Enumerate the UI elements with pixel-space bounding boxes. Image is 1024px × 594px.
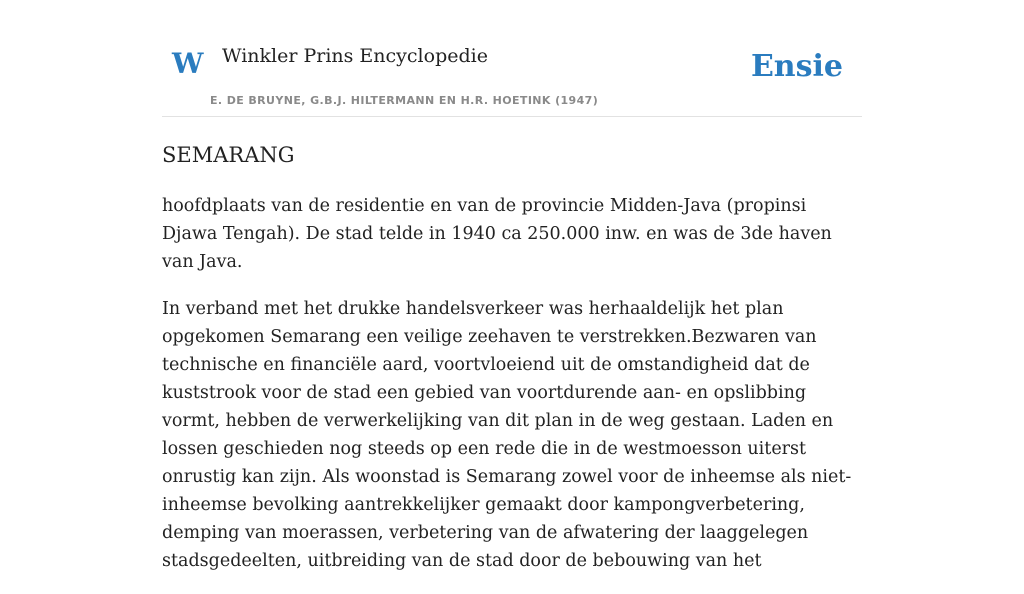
article-paragraph: hoofdplaats van de residentie en van de provincie Midden-Java (propinsi Djawa Tengah). De stad telde in 1940 ca 250.000 inw. en was de 3de haven van Java. <box>162 196 832 272</box>
ensie-logo[interactable]: Ensie <box>750 49 843 84</box>
article-paragraph: In verband met het drukke handelsverkeer was herhaaldelijk het plan opgekomen Semarang een veilige zeehaven te verstrekken.Bezwaren van technische en financiële aard, voortvloeiend uit de omstandigheid dat de kuststrook voor de stad een gebied van voortdurende aan- en opslibbing vormt, hebben de verwerkelijking van dit plan in de weg gestaan. Laden en lossen geschieden nog steeds op een rede die in de westmoesson uiterst onrustig kan zijn. Als woonstad is Semarang zowel voor de inheemse als niet-inheemse bevolking aantrekkelijker gemaakt door kampongverbetering, demping van moerassen, verbetering van de afwatering der laaggelegen stadsgedeelten, uitbreiding van de stad door de bebouwing van het <box>162 299 852 571</box>
authors-line: E. DE BRUYNE, G.B.J. HILTERMANN EN H.R. HOETINK (1947) <box>210 94 599 107</box>
article <box>162 140 862 594</box>
site-title[interactable]: Winkler Prins Encyclopedie <box>222 45 488 67</box>
header <box>162 0 862 117</box>
article-title: SEMARANG <box>162 143 295 167</box>
winkler-prins-logo[interactable]: W <box>172 47 204 80</box>
